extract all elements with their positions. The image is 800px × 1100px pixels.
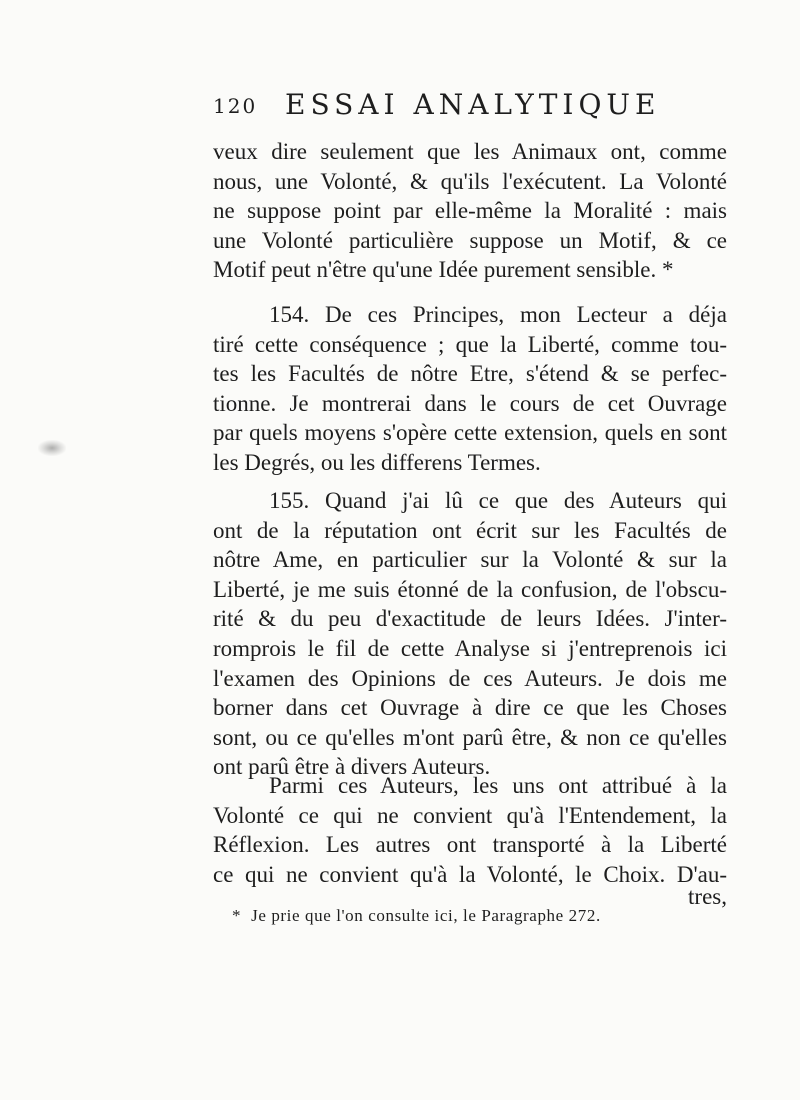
text-line: Réflexion. Les autres ont transporté à la Liberté [213,832,727,858]
footnote [232,906,601,926]
text-line: ont de la réputation ont écrit sur les Facultés de [213,517,727,543]
text-line: Volonté ce qui ne convient qu'à l'Entendement, la [213,802,727,828]
text-line: une Volonté particulière suppose un Motif, & ce [213,227,727,253]
text-line: Motif peut n'être qu'une Idée purement sensible. * [213,257,674,283]
text-line: borner dans cet Ouvrage à dire ce que les Choses [213,695,727,721]
text-line: 154. De ces Principes, mon Lecteur a déja [269,302,727,327]
text-line: romprois le fil de cette Analyse si j'entreprenois ici [213,635,727,661]
text-line: 155. Quand j'ai lû ce que des Auteurs qui [269,488,727,513]
paragraph-parmi [213,771,727,889]
page-number: 120 [213,94,258,118]
text-line: rité & du peu d'exactitude de leurs Idées. J'inter- [213,606,727,632]
paragraph-1 [213,137,727,285]
text-line: les Degrés, ou les differens Termes. [213,449,541,475]
text-line: tes les Facultés de nôtre Etre, s'étend & se perfec- [213,361,727,387]
text-line: tiré cette conséquence ; que la Liberté, comme tou- [213,331,727,357]
text-line: ont parû être à divers Auteurs. [213,754,491,780]
text-line: ne suppose point par elle-même la Moralité : mais [213,198,727,224]
text-line: par quels moyens s'opère cette extension, quels en sont [213,420,727,446]
text-line: Parmi ces Auteurs, les uns ont attribué à la [269,773,727,798]
text-line: Liberté, je me suis étonné de la confusion, de l'obscu- [213,576,727,602]
paragraph-155 [213,486,727,782]
text-line: sont, ou ce qu'elles m'ont parû être, & non ce qu'elles [213,724,727,750]
text-line: l'examen des Opinions de ces Auteurs. Je dois me [213,665,727,691]
text-line: nous, une Volonté, & qu'ils l'exécutent. La Volonté [213,168,727,194]
running-title: ESSAI ANALYTIQUE [285,88,661,121]
text-line: ce qui ne convient qu'à la Volonté, le Choix. D'au- [213,861,727,887]
footnote-mark: * [232,906,242,925]
paragraph-154 [213,300,727,478]
text-line: veux dire seulement que les Animaux ont, comme [213,139,727,164]
ink-smudge [38,440,66,456]
footnote-text: Je prie que l'on consulte ici, le Paragraphe 272. [251,906,601,925]
catchword: tres, [688,884,727,909]
text-line: nôtre Ame, en particulier sur la Volonté & sur la [213,547,727,573]
page-header [213,88,661,124]
text-line: tionne. Je montrerai dans le cours de cet Ouvrage [213,390,727,416]
